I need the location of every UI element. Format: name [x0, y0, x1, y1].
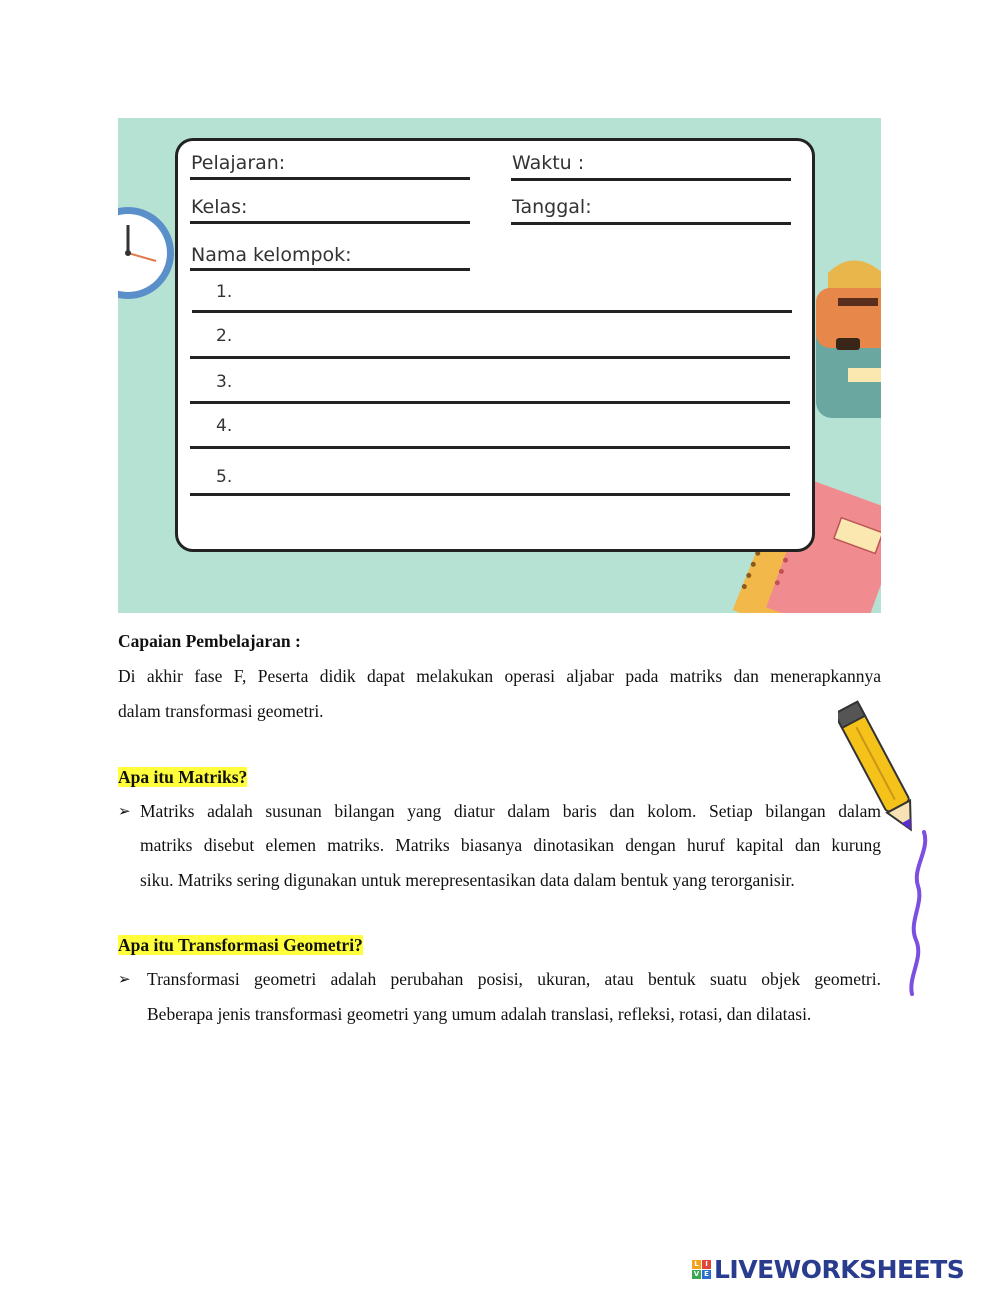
learning-outcome-heading: Capaian Pembelajaran : — [118, 631, 301, 651]
matrix-text-line-2: matriks disebut elemen matriks. Matriks biasanya dinotasikan dengan huruf kapital dan kurung — [140, 835, 881, 855]
bullet-arrow-icon: ➢ — [118, 804, 131, 820]
date-line — [511, 222, 791, 225]
member-line-3 — [190, 401, 790, 404]
group-name-label: Nama kelompok: — [191, 244, 352, 266]
member-number-1: 1. — [216, 282, 233, 302]
liveworksheets-wordmark: LIVEWORKSHEETS — [714, 1254, 965, 1284]
time-line — [511, 178, 791, 181]
bullet-arrow-icon: ➢ — [118, 972, 131, 988]
transform-text-line-1: Transformasi geometri adalah perubahan posisi, ukuran, atau bentuk suatu objek geometri. — [147, 969, 881, 989]
member-line-4 — [190, 446, 790, 449]
matrix-text-line-1: Matriks adalah susunan bilangan yang diatur dalam baris dan kolom. Setiap bilangan dalam — [140, 801, 881, 821]
pencil-icon — [838, 700, 938, 1000]
member-number-3: 3. — [216, 372, 233, 392]
member-number-2: 2. — [216, 326, 233, 346]
liveworksheets-mark-icon: L I V E — [692, 1260, 711, 1279]
learning-outcome-line-1: Di akhir fase F, Peserta didik dapat melakukan operasi aljabar pada matriks dan menerapkannya — [118, 666, 881, 686]
member-line-2 — [190, 356, 790, 359]
class-line — [190, 221, 470, 224]
matrix-text-line-3: siku. Matriks sering digunakan untuk merepresentasikan data dalam bentuk yang terorganisir. — [140, 870, 795, 890]
subject-label: Pelajaran: — [191, 152, 286, 174]
clock-icon — [118, 203, 178, 303]
member-line-1 — [192, 310, 792, 313]
subject-line — [190, 177, 470, 180]
transform-heading: Apa itu Transformasi Geometri? — [118, 935, 363, 955]
identity-form-card — [175, 138, 815, 552]
liveworksheets-logo — [692, 1252, 964, 1286]
matrix-heading: Apa itu Matriks? — [118, 767, 248, 787]
class-label: Kelas: — [191, 196, 248, 218]
learning-outcome-line-2: dalam transformasi geometri. — [118, 701, 324, 721]
worksheet-header-image — [118, 118, 881, 613]
member-number-5: 5. — [216, 467, 233, 487]
date-label: Tanggal: — [512, 196, 592, 218]
backpack-icon — [808, 253, 881, 423]
transform-text-line-2: Beberapa jenis transformasi geometri yang umum adalah translasi, refleksi, rotasi, dan dilatasi. — [147, 1004, 812, 1024]
group-name-line — [190, 268, 470, 271]
member-line-5 — [190, 493, 790, 496]
time-label: Waktu : — [512, 152, 585, 174]
member-number-4: 4. — [216, 416, 233, 436]
